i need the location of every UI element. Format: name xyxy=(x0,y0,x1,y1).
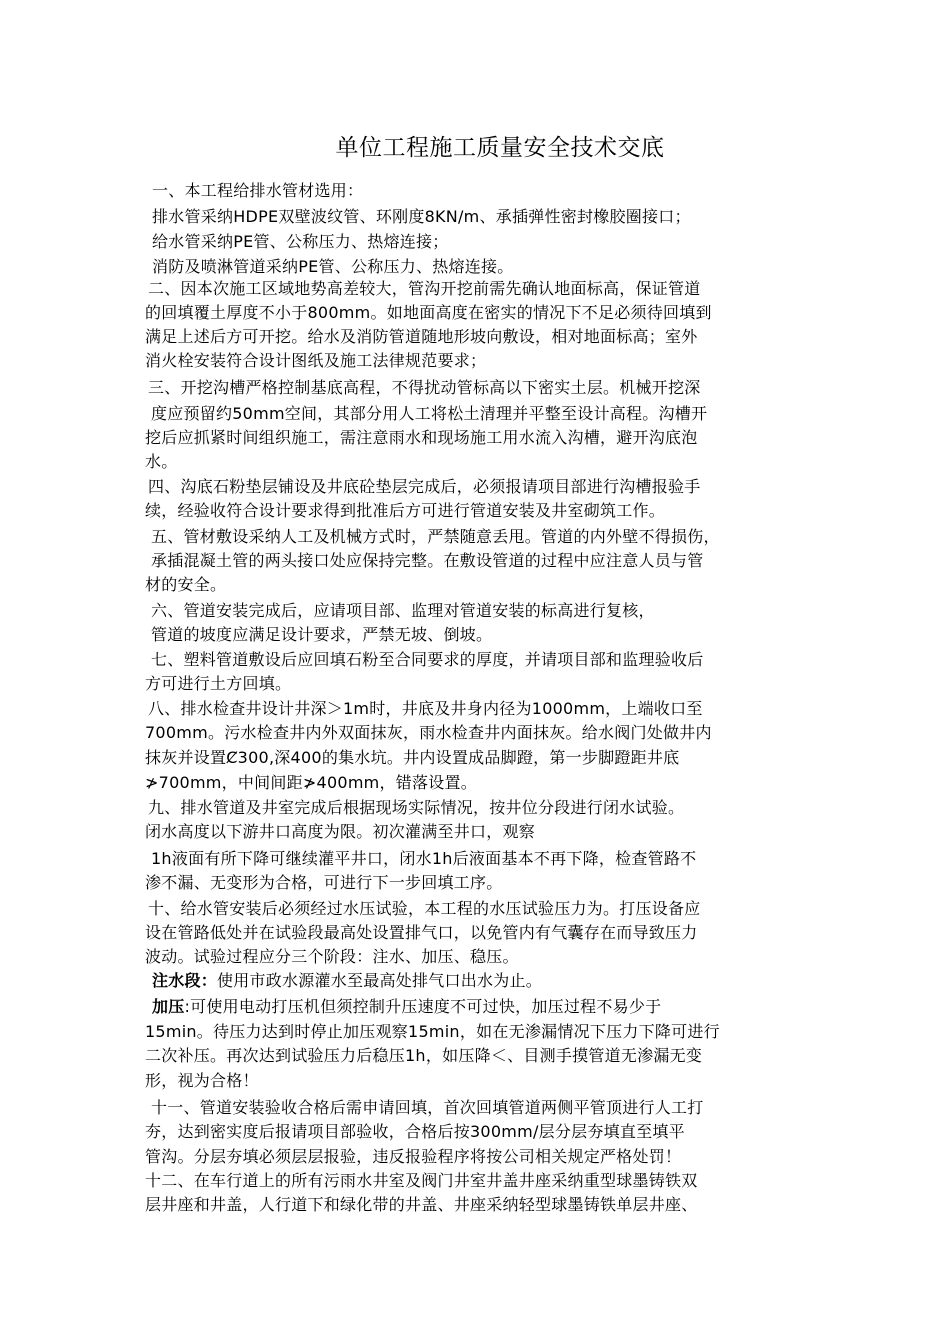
text-line: 1h液面有所下降可继续灌平井口，闭水1h后液面基本不再下降，检查管路不 xyxy=(151,849,697,868)
text-line: 消防及喷淋管道采纳PE管、公称压力、热熔连接。 xyxy=(152,257,514,276)
text-line: 消火栓安装符合设计图纸及施工法律规范要求； xyxy=(145,351,487,370)
text-line: 满足上述后方可开挖。给水及消防管道随地形坡向敷设，相对地面标高；室外 xyxy=(145,327,698,346)
text-line: 三、开挖沟槽严格控制基底高程，不得扰动管标高以下密实土层。机械开挖深 xyxy=(148,378,701,397)
text-line: 十一、管道安装验收合格后需申请回填，首次回填管道两侧平管顶进行人工打 xyxy=(151,1098,704,1117)
text-line: 二、因本次施工区域地势高差较大，管沟开挖前需先确认地面标高，保证管道 xyxy=(148,279,701,298)
text-line: 排水管采纳HDPE双壁波纹管、环刚度8KN/m、承插弹性密封橡胶圈接口； xyxy=(152,207,691,226)
text-line: 层井座和井盖，人行道下和绿化带的井盖、井座采纳轻型球墨铸铁单层井座、 xyxy=(145,1195,698,1214)
text-line: 设在管路低处并在试验段最高处设置排气口，以免管内有气囊存在而导致压力 xyxy=(145,923,698,942)
text-line: 的回填覆土厚度不小于800mm。如地面高度在密实的情况下不足必须待回填到 xyxy=(145,303,712,322)
stage-label: 加压 xyxy=(152,997,185,1016)
text-line: 抹灰并设置Ȼ300,深400的集水坑。井内设置成品脚蹬，第一步脚蹬距井底 xyxy=(145,748,680,767)
text-line: 700mm。污水检查井内外双面抹灰，雨水检查井内面抹灰。给水阀门处做井内 xyxy=(145,723,712,742)
text-line: 五、管材敷设采纳人工及机械方式时，严禁随意丢甩。管道的内外壁不得损伤， xyxy=(151,527,720,546)
stage-label: 注水段： xyxy=(152,971,218,990)
text-line: 续，经验收符合设计要求得到批准后方可进行管道安装及井室砌筑工作。 xyxy=(145,501,666,520)
text-line: 15min。待压力达到时停止加压观察15min，如在无渗漏情况下压力下降可进行 xyxy=(145,1022,720,1041)
text-line: 挖后应抓紧时间组织施工，需注意雨水和现场施工用水流入沟槽，避开沟底泡 xyxy=(145,428,698,447)
text-line: 九、排水管道及井室完成后根据现场实际情况，按井位分段进行闭水试验。 xyxy=(148,798,685,817)
text-line: ≯700mm，中间间距≯400mm，错落设置。 xyxy=(145,773,477,792)
text-line: 方可进行土方回填。 xyxy=(145,674,292,693)
text-line: 十二、在车行道上的所有污雨水井室及阀门井室井盖井座采纳重型球墨铸铁双 xyxy=(145,1171,698,1190)
text-line: 渗不漏、无变形为合格，可进行下一步回填工序。 xyxy=(145,873,503,892)
pressurization-stage xyxy=(152,994,661,1020)
text-line: 给水管采纳PE管、公称压力、热熔连接； xyxy=(152,232,449,251)
text-line: 四、沟底石粉垫层铺设及井底砼垫层完成后，必须报请项目部进行沟槽报验手 xyxy=(148,477,701,496)
text-line: 十、给水管安装后必须经过水压试验，本工程的水压试验压力为。打压设备应 xyxy=(148,899,701,918)
text-line: 承插混凝土管的两头接口处应保持完整。在敷设管道的过程中应注意人员与管 xyxy=(151,551,704,570)
stage-text: 使用市政水源灌水至最高处排气口出水为止。 xyxy=(217,971,543,990)
text-line: 闭水高度以下游井口高度为限。初次灌满至井口，观察 xyxy=(145,822,536,841)
text-line: 水。 xyxy=(145,452,178,471)
text-line: 波动。试验过程应分三个阶段：注水、加压、稳压。 xyxy=(145,947,519,966)
text-line: 度应预留约50mm空间，其部分用人工将松土清理并平整至设计高程。沟槽开 xyxy=(151,404,708,423)
document-title: 单位工程施工质量安全技术交底 xyxy=(335,135,665,161)
text-line: 二次补压。再次达到试验压力后稳压1h，如压降＜、目测手摸管道无渗漏无变 xyxy=(145,1046,703,1065)
text-line: 七、塑料管道敷设后应回填石粉至合同要求的厚度，并请项目部和监理验收后 xyxy=(151,650,704,669)
text-line: 八、排水检查井设计井深＞1m时，井底及井身内径为1000mm，上端收口至 xyxy=(148,699,703,718)
text-line: 管沟。分层夯填必须层层报验，违反报验程序将按公司相关规定严格处罚！ xyxy=(145,1147,682,1166)
text-line: 材的安全。 xyxy=(145,575,227,594)
stage-text: :可使用电动打压机但须控制升压速度不可过快，加压过程不易少于 xyxy=(184,997,662,1016)
text-line: 管道的坡度应满足设计要求，严禁无坡、倒坡。 xyxy=(151,625,493,644)
text-line: 六、管道安装完成后，应请项目部、监理对管道安装的标高进行复核， xyxy=(151,601,655,620)
text-line: 一、本工程给排水管材选用： xyxy=(152,181,364,200)
text-line: 形，视为合格！ xyxy=(145,1071,259,1090)
water-injection-stage xyxy=(152,968,542,994)
text-line: 夯，达到密实度后报请项目部验收，合格后按300mm/层分层夯填直至填平 xyxy=(145,1122,685,1141)
